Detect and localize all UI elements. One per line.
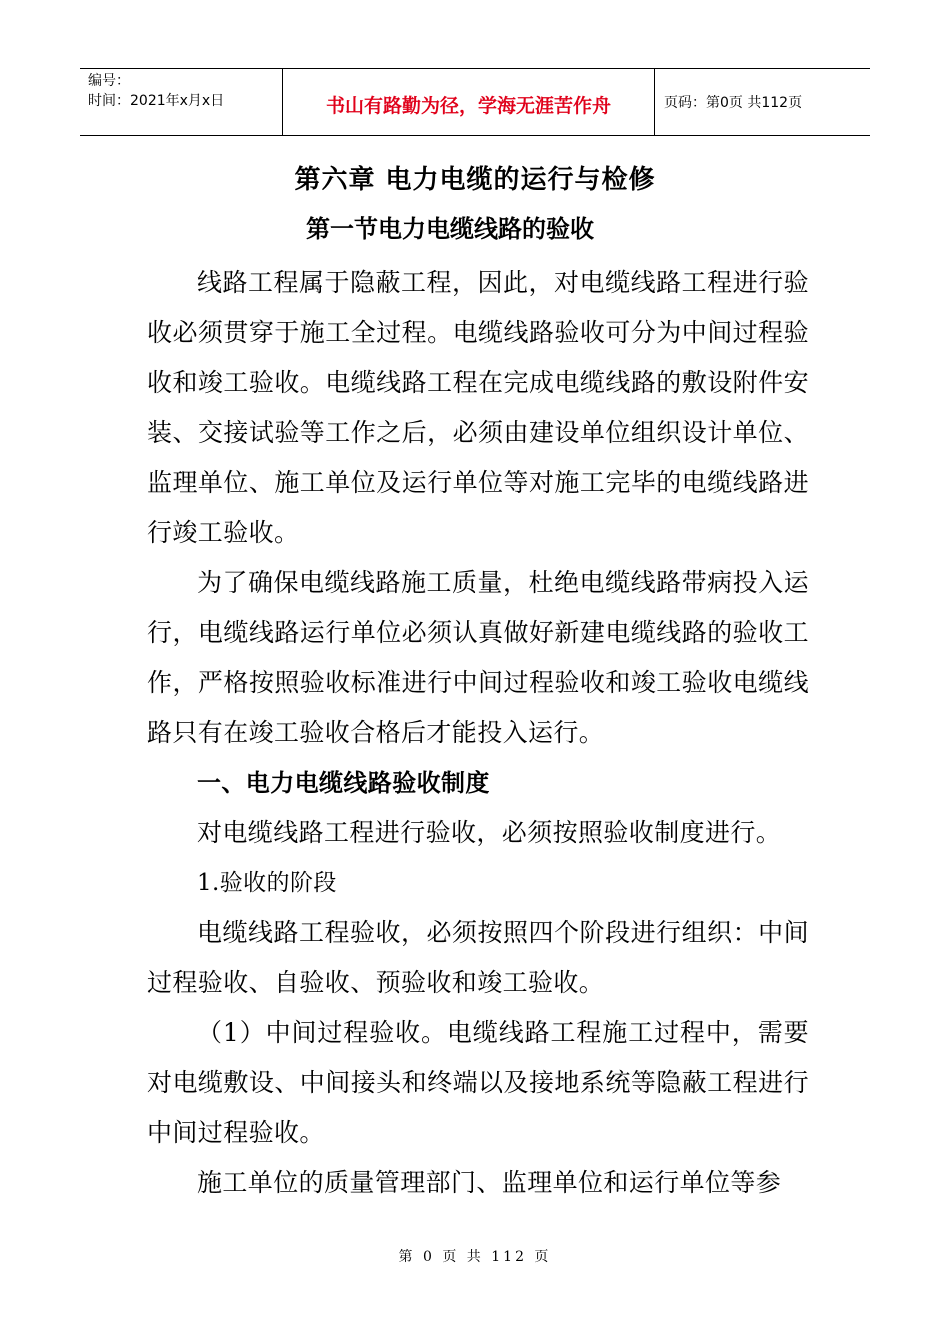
chapter-title: 第六章 电力电缆的运行与检修 [294, 165, 656, 195]
numbered-heading: 1.验收的阶段 [197, 870, 337, 896]
header-page-info: 页码：第0页 共112页 [664, 95, 803, 111]
paragraph: 对电缆线路工程进行验收，必须按照验收制度进行。 [197, 818, 782, 847]
paragraph: 线路工程属于隐蔽工程，因此，对电缆线路工程进行验收必须贯穿于施工全过程。电缆线路验收可分为中间过程验收和竣工验收。电缆线路工程在完成电缆线路的敷设附件安装、交接试验等工作之后，必须由建设单位组织设计单位、监理单位、施工单位及运行单位等对施工完毕的电缆线路进行竣工验收。 [147, 268, 809, 547]
paragraph: 为了确保电缆线路施工质量，杜绝电缆线路带病投入运行，电缆线路运行单位必须认真做好新建电缆线路的验收工作，严格按照验收标准进行中间过程验收和竣工验收电缆线路只有在竣工验收合格后才能投入运行。 [147, 568, 809, 747]
document-header [80, 68, 870, 136]
header-motto: 书山有路勤为径，学海无涯苦作舟 [282, 69, 655, 135]
number-label: 编号： [88, 73, 130, 89]
page-footer: 第 0 页 共 112 页 [398, 1249, 552, 1265]
header-meta [80, 69, 282, 135]
time-label: 时间：2021年x月x日 [88, 93, 225, 109]
paragraph: 施工单位的质量管理部门、监理单位和运行单位等参 [197, 1168, 782, 1197]
section-title: 第一节电力电缆线路的验收 [306, 215, 594, 243]
body-text [147, 258, 809, 1208]
paragraph: （1）中间过程验收。电缆线路工程施工过程中，需要对电缆敷设、中间接头和终端以及接地系统等隐蔽工程进行中间过程验收。 [147, 1018, 809, 1147]
paragraph: 电缆线路工程验收，必须按照四个阶段进行组织：中间过程验收、自验收、预验收和竣工验收。 [147, 918, 809, 997]
subsection-heading: 一、电力电缆线路验收制度 [197, 769, 490, 797]
